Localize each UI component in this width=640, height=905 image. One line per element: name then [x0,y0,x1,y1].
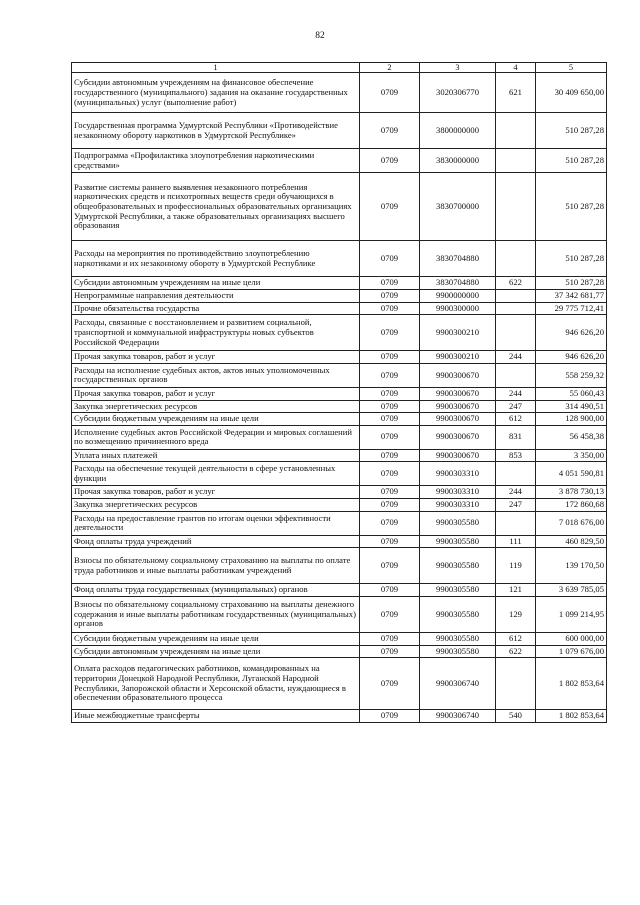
row-amount: 139 170,50 [536,548,607,584]
row-section-code: 0709 [360,535,420,548]
table-row [72,113,607,149]
row-expense-type: 622 [496,277,536,290]
table-row [72,413,607,426]
row-target-code: 9900300670 [420,400,496,413]
row-section-code: 0709 [360,499,420,512]
row-name: Расходы на исполнение судебных актов, актов иных уполномоченных государственных органов [72,363,360,387]
row-name: Оплата расходов педагогических работников, командированных на территории Донецкой Народной Республики, Луганской Народной Республики, Запорожской области и Херсонской области, нуждающиеся в обеспечении образовательного процесса [72,658,360,710]
row-name: Прочие обязательства государства [72,302,360,315]
row-expense-type [496,302,536,315]
row-section-code: 0709 [360,149,420,173]
row-name: Расходы на предоставление грантов по итогам оценки эффективности деятельности [72,511,360,535]
row-amount: 558 259,32 [536,363,607,387]
row-target-code: 9900300210 [420,315,496,351]
table-row [72,241,607,277]
row-target-code: 9900306740 [420,658,496,710]
table-row [72,645,607,658]
row-target-code: 9900305580 [420,645,496,658]
table-row [72,632,607,645]
row-amount: 7 018 676,00 [536,511,607,535]
row-name: Расходы на обеспечение текущей деятельности в сфере установленных функции [72,462,360,486]
table-row [72,511,607,535]
row-target-code: 3020306770 [420,73,496,113]
row-expense-type: 540 [496,710,536,723]
table-row [72,73,607,113]
row-expense-type [496,511,536,535]
row-expense-type: 121 [496,584,536,597]
table-row [72,425,607,449]
table-row [72,584,607,597]
row-section-code: 0709 [360,351,420,364]
row-expense-type: 853 [496,449,536,462]
row-amount: 3 350,00 [536,449,607,462]
row-target-code: 9900306740 [420,710,496,723]
row-expense-type: 129 [496,596,536,632]
row-section-code: 0709 [360,632,420,645]
row-target-code: 9900300210 [420,351,496,364]
table-row [72,363,607,387]
row-section-code: 0709 [360,486,420,499]
row-amount: 4 051 590,81 [536,462,607,486]
row-expense-type: 831 [496,425,536,449]
row-section-code: 0709 [360,315,420,351]
row-name: Иные межбюджетные трансферты [72,710,360,723]
row-target-code: 9900305580 [420,511,496,535]
row-expense-type [496,658,536,710]
row-section-code: 0709 [360,277,420,290]
row-name: Исполнение судебных актов Российской Федерации и мировых соглашений по возмещению причиненного вреда [72,425,360,449]
row-target-code: 9900300670 [420,363,496,387]
row-name: Непрограммные направления деятельности [72,290,360,303]
table-row [72,315,607,351]
row-target-code: 3830704880 [420,241,496,277]
row-target-code: 9900305580 [420,596,496,632]
row-target-code: 9900300000 [420,302,496,315]
row-amount: 3 639 785,05 [536,584,607,597]
row-target-code: 9900303310 [420,499,496,512]
row-amount: 510 287,28 [536,173,607,241]
row-expense-type [496,241,536,277]
row-amount: 56 458,38 [536,425,607,449]
table-row [72,277,607,290]
row-amount: 946 626,20 [536,351,607,364]
table-row [72,658,607,710]
table-row [72,351,607,364]
row-name: Субсидии автономным учреждениям на иные цели [72,645,360,658]
row-name: Фонд оплаты труда учреждений [72,535,360,548]
row-target-code: 9900305580 [420,584,496,597]
table-row [72,387,607,400]
row-amount: 510 287,28 [536,241,607,277]
row-section-code: 0709 [360,425,420,449]
row-expense-type [496,149,536,173]
row-section-code: 0709 [360,462,420,486]
row-name: Подпрограмма «Профилактика злоупотребления наркотическими средствами» [72,149,360,173]
row-section-code: 0709 [360,658,420,710]
row-target-code: 3830704880 [420,277,496,290]
row-amount: 510 287,28 [536,149,607,173]
row-name: Прочая закупка товаров, работ и услуг [72,486,360,499]
row-expense-type: 244 [496,387,536,400]
row-expense-type [496,462,536,486]
row-expense-type [496,113,536,149]
row-target-code: 3830000000 [420,149,496,173]
table-row [72,449,607,462]
row-expense-type [496,315,536,351]
row-amount: 30 409 650,00 [536,73,607,113]
row-target-code: 9900300670 [420,387,496,400]
row-section-code: 0709 [360,241,420,277]
row-name: Развитие системы раннего выявления незаконного потребления наркотических средств и психотропных веществ среди обучающихся в общеобразовательных и профессиональных образовательных организациях Удмуртской Республики, а также образовательных организациях высшего образования [72,173,360,241]
row-name: Расходы, связанные с восстановлением и развитием социальной, транспортной и коммунальной инфраструктуры новых субъектов Российской Федерации [72,315,360,351]
row-section-code: 0709 [360,387,420,400]
row-section-code: 0709 [360,173,420,241]
row-section-code: 0709 [360,548,420,584]
row-expense-type [496,363,536,387]
row-name: Фонд оплаты труда государственных (муниципальных) органов [72,584,360,597]
row-section-code: 0709 [360,596,420,632]
row-name: Взносы по обязательному социальному страхованию на выплаты денежного содержания и иные выплаты работникам государственных (муниципальных) органов [72,596,360,632]
row-name: Расходы на мероприятия по противодействию злоупотреблению наркотиками и их незаконному обороту в Удмуртской Республике [72,241,360,277]
row-section-code: 0709 [360,645,420,658]
row-expense-type: 119 [496,548,536,584]
row-target-code: 9900305580 [420,632,496,645]
row-name: Прочая закупка товаров, работ и услуг [72,387,360,400]
row-section-code: 0709 [360,413,420,426]
row-expense-type: 244 [496,486,536,499]
table-row [72,149,607,173]
row-amount: 55 060,43 [536,387,607,400]
row-amount: 946 626,20 [536,315,607,351]
row-name: Закупка энергетических ресурсов [72,499,360,512]
row-amount: 510 287,28 [536,277,607,290]
row-amount: 460 829,50 [536,535,607,548]
row-expense-type: 612 [496,413,536,426]
row-name: Прочая закупка товаров, работ и услуг [72,351,360,364]
row-section-code: 0709 [360,290,420,303]
table-row [72,548,607,584]
table-body [72,73,607,722]
row-target-code: 9900300670 [420,413,496,426]
row-amount: 1 802 853,64 [536,658,607,710]
header-col-3: 3 [420,63,496,73]
table-row [72,535,607,548]
row-amount: 128 900,00 [536,413,607,426]
table-row [72,710,607,723]
table-row [72,596,607,632]
row-section-code: 0709 [360,584,420,597]
table-row [72,486,607,499]
row-expense-type: 247 [496,400,536,413]
row-name: Субсидии бюджетным учреждениям на иные цели [72,413,360,426]
table-row [72,290,607,303]
row-target-code: 9900300670 [420,449,496,462]
row-expense-type: 612 [496,632,536,645]
row-target-code: 9900000000 [420,290,496,303]
row-amount: 510 287,28 [536,113,607,149]
row-section-code: 0709 [360,73,420,113]
header-col-2: 2 [360,63,420,73]
row-amount: 1 099 214,95 [536,596,607,632]
table-row [72,499,607,512]
row-expense-type [496,173,536,241]
table-row [72,302,607,315]
row-amount: 3 878 730,13 [536,486,607,499]
header-col-5: 5 [536,63,607,73]
row-target-code: 3830700000 [420,173,496,241]
row-amount: 1 079 676,00 [536,645,607,658]
row-target-code: 9900303310 [420,486,496,499]
row-expense-type: 247 [496,499,536,512]
row-target-code: 9900305580 [420,548,496,584]
row-section-code: 0709 [360,511,420,535]
row-amount: 37 342 681,77 [536,290,607,303]
row-name: Субсидии автономным учреждениям на иные цели [72,277,360,290]
row-amount: 600 000,00 [536,632,607,645]
row-target-code: 9900300670 [420,425,496,449]
budget-table [71,62,607,723]
row-amount: 1 802 853,64 [536,710,607,723]
row-name: Закупка энергетических ресурсов [72,400,360,413]
header-row [72,63,607,73]
table-row [72,400,607,413]
row-name: Взносы по обязательному социальному страхованию на выплаты по оплате труда работников и иные выплаты работникам учреждений [72,548,360,584]
header-col-4: 4 [496,63,536,73]
row-amount: 172 860,68 [536,499,607,512]
row-target-code: 9900305580 [420,535,496,548]
row-name: Государственная программа Удмуртской Республики «Противодействие незаконному обороту наркотиков в Удмуртской Республике» [72,113,360,149]
row-target-code: 3800000000 [420,113,496,149]
page-number: 82 [315,31,325,41]
row-amount: 314 490,51 [536,400,607,413]
row-section-code: 0709 [360,710,420,723]
row-section-code: 0709 [360,302,420,315]
row-expense-type: 111 [496,535,536,548]
row-amount: 29 775 712,41 [536,302,607,315]
row-target-code: 9900303310 [420,462,496,486]
header-col-1: 1 [72,63,360,73]
row-expense-type: 244 [496,351,536,364]
row-section-code: 0709 [360,113,420,149]
row-section-code: 0709 [360,449,420,462]
table-row [72,173,607,241]
row-name: Уплата иных платежей [72,449,360,462]
row-name: Субсидии бюджетным учреждениям на иные цели [72,632,360,645]
row-expense-type: 621 [496,73,536,113]
row-section-code: 0709 [360,363,420,387]
row-expense-type: 622 [496,645,536,658]
row-name: Субсидии автономным учреждениям на финансовое обеспечение государственного (муниципального) задания на оказание государственных (муниципальных) услуг (выполнение работ) [72,73,360,113]
row-section-code: 0709 [360,400,420,413]
table-row [72,462,607,486]
row-expense-type [496,290,536,303]
